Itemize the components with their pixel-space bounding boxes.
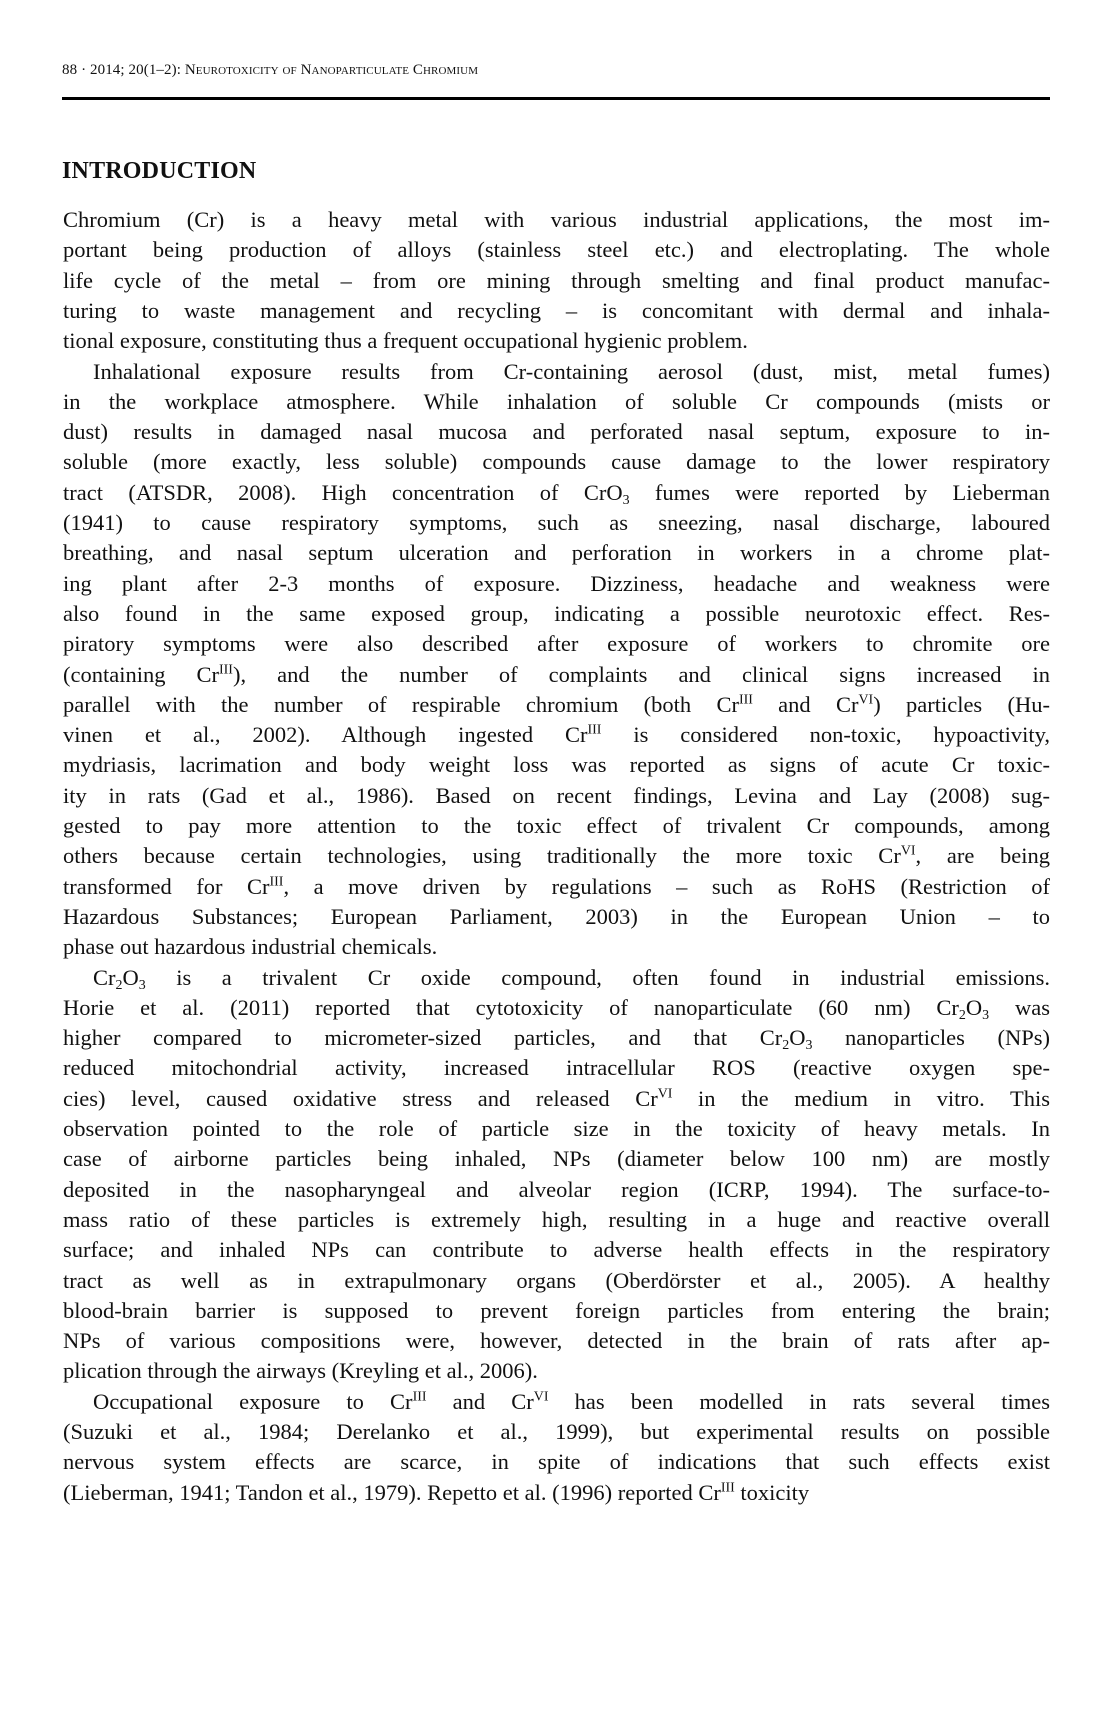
paragraph-3-line: cies) level, caused oxidative stress and released $Cr^{VI}$ in the medium in vitro. This	[63, 1085, 1051, 1111]
paragraph-4-line: nervous system effects are scarce, in spite of indications that such effects exist	[63, 1449, 1050, 1475]
paragraph-4-line: (Lieberman, 1941; Tandon et al., 1979). Repetto et al. (1996) reported $Cr^{III}$ toxicity	[63, 1479, 810, 1505]
paragraph-1-line: portant being production of alloys (stainless steel etc.) and electroplating. The whole	[63, 237, 1050, 263]
paragraph-3-line: higher compared to micrometer-sized particles, and that $Cr_2O_3$ nanoparticles (NPs)	[63, 1025, 1050, 1053]
paragraph-2-line: transformed for $Cr^{III}$, a move driven by regulations – such as RoHS (Restriction of	[63, 873, 1050, 899]
paragraph-3-line: NPs of various compositions were, however, detected in the brain of rats after ap-	[63, 1328, 1050, 1354]
paragraph-1-line: turing to waste management and recycling – is concomitant with dermal and inhala-	[63, 297, 1050, 323]
paragraph-3-line: reduced mitochondrial activity, increased intracellular ROS (reactive oxygen spe-	[63, 1055, 1050, 1081]
running-title: Neurotoxicity of Nanoparticulate Chromium	[184, 62, 479, 78]
paragraph-2-line: soluble (more exactly, less soluble) compounds cause damage to the lower respiratory	[63, 449, 1050, 475]
paragraph-3-line: case of airborne particles being inhaled, NPs (diameter below 100 nm) are mostly	[63, 1146, 1050, 1172]
paragraph-2-line: ing plant after 2-3 months of exposure. Dizziness, headache and weakness were	[63, 570, 1050, 596]
paragraph-3-line: observation pointed to the role of particle size in the toxicity of heavy metals. In	[63, 1116, 1050, 1141]
paragraph-1-line: Chromium (Cr) is a heavy metal with various industrial applications, the most im-	[63, 207, 1050, 232]
paragraph-2-line: piratory symptoms were also described after exposure of workers to chromite ore	[63, 631, 1050, 657]
header-rule	[62, 97, 1050, 100]
journal-citation: · 2014; 20(1–2):	[81, 62, 185, 78]
paragraph-1-line: tional exposure, constituting thus a frequent occupational hygienic problem.	[63, 328, 748, 354]
paragraph-2-line: tract (ATSDR, 2008). High concentration of CrO$_3$ fumes were reported by Lieberman	[63, 479, 1050, 508]
paragraph-2-line: breathing, and nasal septum ulceration and perforation in workers in a chrome plat-	[63, 540, 1050, 566]
paragraph-3-line: deposited in the nasopharyngeal and alveolar region (ICRP, 1994). The surface-to-	[63, 1176, 1050, 1202]
running-head	[62, 62, 478, 79]
paragraph-2-line: dust) results in damaged nasal mucosa and perforated nasal septum, exposure to in-	[63, 419, 1050, 445]
paragraph-1-line: life cycle of the metal – from ore mining through smelting and final product manufac-	[63, 267, 1050, 293]
paragraph-3-line: $Cr_2O_3$ is a trivalent Cr oxide compound, often found in industrial emissions.	[93, 964, 1050, 993]
paragraph-2-line: phase out hazardous industrial chemicals.	[63, 934, 438, 960]
paragraph-2-line: (1941) to cause respiratory symptoms, such as sneezing, nasal discharge, laboured	[63, 510, 1050, 535]
paragraph-3-line: surface; and inhaled NPs can contribute to adverse health effects in the respiratory	[63, 1237, 1050, 1263]
paragraph-2-line: Inhalational exposure results from Cr-containing aerosol (dust, mist, metal fumes)	[93, 358, 1050, 384]
paragraph-2-line: gested to pay more attention to the toxic effect of trivalent Cr compounds, among	[63, 813, 1050, 838]
paragraph-2-line: (containing $Cr^{III}$), and the number of complaints and clinical signs increased in	[63, 661, 1050, 687]
paragraph-2-line: mydriasis, lacrimation and body weight loss was reported as signs of acute Cr toxic-	[63, 752, 1050, 778]
paragraph-2-line: Hazardous Substances; European Parliament, 2003) in the European Union – to	[63, 903, 1050, 929]
paragraph-4-line: (Suzuki et al., 1984; Derelanko et al., 1999), but experimental results on possible	[63, 1419, 1050, 1444]
paragraph-3-line: mass ratio of these particles is extremely high, resulting in a huge and reactive overall	[63, 1206, 1050, 1232]
paragraph-3-line: plication through the airways (Kreyling et al., 2006).	[63, 1358, 538, 1384]
paragraph-3-line: tract as well as in extrapulmonary organs (Oberdörster et al., 2005). A healthy	[63, 1267, 1050, 1293]
paragraph-3-line: blood-brain barrier is supposed to prevent foreign particles from entering the brain;	[63, 1297, 1050, 1323]
paragraph-2-line: others because certain technologies, using traditionally the more toxic $Cr^{VI}$, are being	[63, 843, 1050, 869]
section-heading: INTRODUCTION	[62, 158, 257, 184]
paragraph-2-line: ity in rats (Gad et al., 1986). Based on recent findings, Levina and Lay (2008) sug-	[63, 782, 1050, 808]
paragraph-2-line: parallel with the number of respirable chromium (both $Cr^{III}$ and $Cr^{VI}$) particles (Hu-	[63, 691, 1050, 717]
paragraph-2-line: vinen et al., 2002). Although ingested $Cr^{III}$ is considered non-toxic, hypoactivity,	[63, 722, 1050, 748]
paragraph-4-line: Occupational exposure to $Cr^{III}$ and $Cr^{VI}$ has been modelled in rats several times	[93, 1388, 1050, 1414]
paragraph-2-line: in the workplace atmosphere. While inhalation of soluble Cr compounds (mists or	[63, 388, 1050, 414]
page-number: 88	[62, 62, 78, 78]
paragraph-2-line: also found in the same exposed group, indicating a possible neurotoxic effect. Res-	[63, 600, 1050, 626]
paragraph-3-line: Horie et al. (2011) reported that cytotoxicity of nanoparticulate (60 nm) $Cr_2O_3$ was	[63, 994, 1050, 1023]
